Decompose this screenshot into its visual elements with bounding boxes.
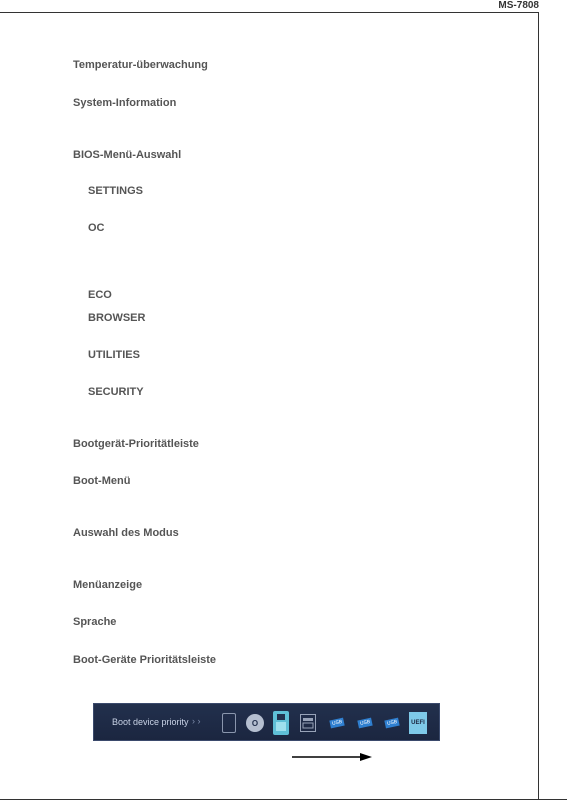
usb-floppy-icon[interactable] [356, 713, 374, 733]
term-mode-select: Auswahl des Modus [73, 527, 179, 539]
usb-drive-icon[interactable] [328, 713, 346, 733]
hard-disk-icon[interactable] [222, 713, 236, 733]
boot-priority-bar [93, 703, 440, 741]
term-browser: BROWSER [88, 312, 146, 324]
usb-floppy-label: USB [357, 718, 373, 729]
usb-disc-label: USB [384, 718, 400, 729]
usb-disc-icon[interactable] [383, 713, 401, 733]
term-eco: ECO [88, 289, 112, 301]
usb-device-icon[interactable] [273, 711, 289, 735]
uefi-icon[interactable]: UEFI [409, 712, 427, 734]
drag-direction-arrow [292, 752, 372, 762]
term-settings: SETTINGS [88, 185, 144, 197]
term-boot-priority-bar: Bootgerät-Prioritätleiste [73, 438, 199, 450]
term-menu-display: Menüanzeige [73, 579, 143, 591]
optical-disc-icon[interactable]: O [246, 714, 264, 732]
term-security: SECURITY [88, 386, 144, 398]
model-number: MS-7808 [498, 0, 539, 11]
term-bios-menu: BIOS-Menü-Auswahl [73, 149, 182, 161]
term-oc: OC [88, 222, 105, 234]
chevron-right-icon: › › [192, 716, 201, 726]
top-divider [0, 12, 538, 13]
right-margin-rule [538, 12, 539, 800]
term-temperature: Temperatur-überwachung [73, 59, 208, 71]
term-boot-devices-bar: Boot-Geräte Prioritätsleiste [73, 654, 217, 666]
term-boot-menu: Boot-Menü [73, 475, 131, 487]
network-icon[interactable] [300, 714, 316, 732]
term-utilities: UTILITIES [88, 349, 140, 361]
term-system-info: System-Information [73, 97, 177, 109]
boot-priority-label: Boot device priority [112, 717, 189, 727]
usb-drive-label: USB [329, 718, 345, 729]
bottom-divider [0, 799, 567, 800]
term-language: Sprache [73, 616, 117, 628]
